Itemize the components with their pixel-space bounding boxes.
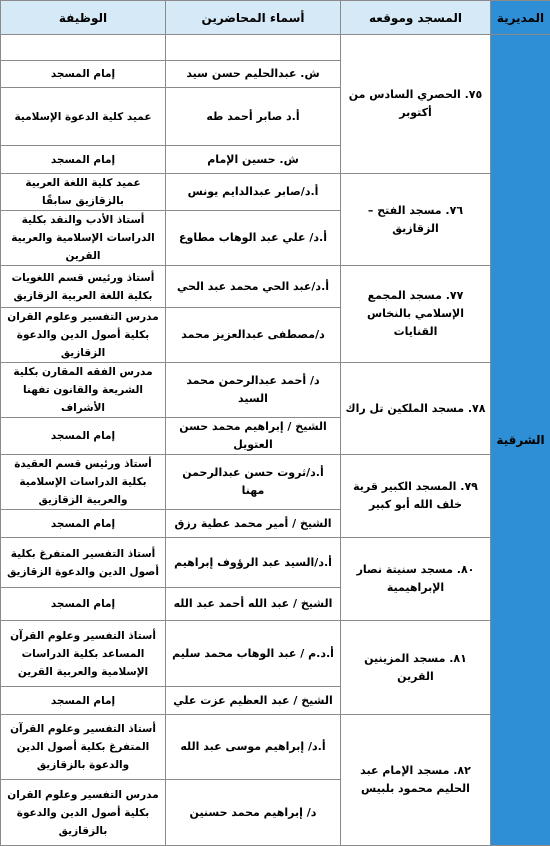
lecturer-job: أستاذ التفسير وعلوم القرآن المتفرغ بكلية أصول الدين والدعوة بالزقازيق — [1, 715, 166, 780]
lecturer-name: أ.د صابر أحمد طه — [166, 88, 341, 146]
lecturer-name: ش. عبدالحليم حسن سيد — [166, 61, 341, 88]
header-mosque: المسجد وموقعه — [341, 1, 491, 35]
table-row — [1, 363, 550, 418]
mosque-cell: ٨٠. مسجد سنيتة نصار الإبراهيمية — [341, 538, 491, 621]
header-directorate: المديرية — [491, 1, 550, 35]
lecturer-job: إمام المسجد — [1, 510, 166, 538]
mosque-cell: ٧٧. مسجد المجمع الإسلامي بالنخاس القنايات — [341, 266, 491, 363]
lecturer-job: إمام المسجد — [1, 687, 166, 715]
lecturer-job: مدرس الفقه المقارن بكلية الشريعة والقانون تفهنا الأشراف — [1, 363, 166, 418]
table-row — [1, 455, 550, 510]
mosque-cell: ٨٢. مسجد الإمام عبد الحليم محمود بلبيس — [341, 715, 491, 846]
mosque-cell: ٧٥. الحصري السادس من أكتوبر — [341, 35, 491, 174]
lecturer-name: الشيخ / أمير محمد عطية رزق — [166, 510, 341, 538]
mosque-cell: ٧٨. مسجد الملكين تل راك — [341, 363, 491, 455]
lecturer-job: أستاذ التفسير وعلوم القرآن المساعد بكلية الدراسات الإسلامية والعربية القرين — [1, 621, 166, 687]
directorate-cell: الشرقية — [491, 35, 550, 846]
lecturer-name: د/مصطفى عبدالعزيز محمد — [166, 308, 341, 363]
lecturer-job: أستاذ ورئيس قسم العقيدة بكلية الدراسات الإسلامية والعربية الزقازيق — [1, 455, 166, 510]
lecturer-name: أ.د.م / عبد الوهاب محمد سليم — [166, 621, 341, 687]
mosque-cell: ٧٦. مسجد الفتح –الزقازيق — [341, 174, 491, 266]
lecturer-name — [166, 35, 341, 61]
lecturer-name: أ.د/عبد الحي محمد عبد الحي — [166, 266, 341, 308]
header-lecturers: أسماء المحاضرين — [166, 1, 341, 35]
lecturer-name: أ.د/ علي عبد الوهاب مطاوع — [166, 211, 341, 266]
header-job: الوظيفة — [1, 1, 166, 35]
table-row — [1, 538, 550, 588]
lecturer-name: أ.د/السيد عبد الرؤوف إبراهيم — [166, 538, 341, 588]
lecturer-name: أ.د/ إبراهيم موسى عبد الله — [166, 715, 341, 780]
mosque-cell: ٧٩. المسجد الكبير قرية خلف الله أبو كبير — [341, 455, 491, 538]
lecturer-name: الشيخ / إبراهيم محمد حسن العتويل — [166, 418, 341, 455]
lecturer-job: مدرس التفسير وعلوم القران بكلية أصول الدين والدعوة بالزقازيق — [1, 780, 166, 846]
lecturer-name: د/ إبراهيم محمد حسنين — [166, 780, 341, 846]
table-row — [1, 266, 550, 308]
table-row — [1, 715, 550, 780]
lecturer-job: عميد كلية الدعوة الإسلامية — [1, 88, 166, 146]
table-row — [1, 35, 550, 61]
lecturer-name: ش. حسين الإمام — [166, 146, 341, 174]
lecturer-job: إمام المسجد — [1, 61, 166, 88]
table-row — [1, 621, 550, 687]
lecturer-job: إمام المسجد — [1, 588, 166, 621]
lecturer-job: مدرس التفسير وعلوم القران بكلية أصول الدين والدعوة الزقازيق — [1, 308, 166, 363]
lecturer-job: أستاذ ورئيس قسم اللغويات بكلية اللغة العربية الزقازيق — [1, 266, 166, 308]
mosque-cell: ٨١. مسجد المزينين القرين — [341, 621, 491, 715]
table-row — [1, 174, 550, 211]
lecturer-name: د/ أحمد عبدالرحمن محمد السيد — [166, 363, 341, 418]
lecturer-name: الشيخ / عبد الله أحمد عبد الله — [166, 588, 341, 621]
lecturer-job: أستاذ الأدب والنقد بكلية الدراسات الإسلامية والعربية القرين — [1, 211, 166, 266]
lecturer-job — [1, 35, 166, 61]
lecturer-name: أ.د/صابر عبدالدايم يونس — [166, 174, 341, 211]
lecturer-job: إمام المسجد — [1, 418, 166, 455]
header-row — [1, 1, 550, 35]
lecturer-job: إمام المسجد — [1, 146, 166, 174]
lecturer-name: الشيخ / عبد العظيم عزت علي — [166, 687, 341, 715]
lecturer-job: عميد كلية اللغة العربية بالزقازيق سابقًا — [1, 174, 166, 211]
lecturer-name: أ.د/ثروت حسن عبدالرحمن مهنا — [166, 455, 341, 510]
lecturer-job: أستاذ التفسير المتفرغ بكلية أصول الدين والدعوة الزقازيق — [1, 538, 166, 588]
